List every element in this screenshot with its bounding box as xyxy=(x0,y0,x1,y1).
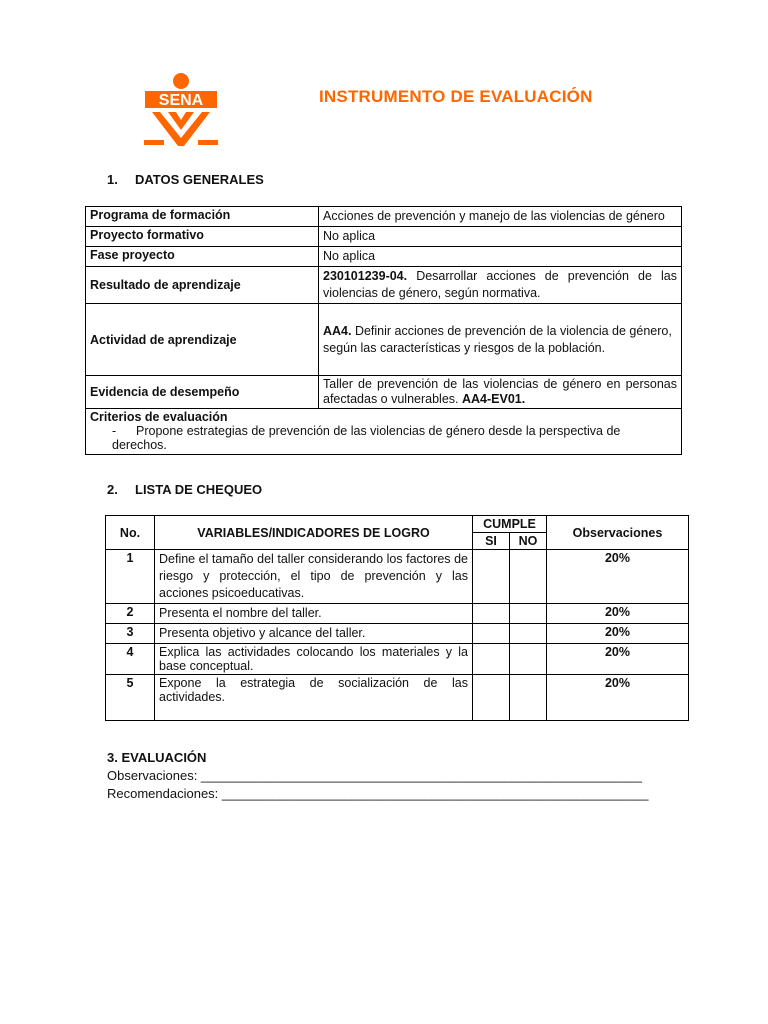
row-label: Evidencia de desempeño xyxy=(86,376,319,409)
col-si-header: SI xyxy=(473,533,510,550)
section-2-title: 2. LISTA DE CHEQUEO xyxy=(107,482,263,497)
document-title: INSTRUMENTO DE EVALUACIÓN xyxy=(319,87,593,106)
row-percentage: 20% xyxy=(547,550,689,604)
no-cell[interactable] xyxy=(510,604,547,624)
row-description: Expone la estrategia de socialización de las actividades. xyxy=(155,675,473,721)
recomendaciones-line[interactable]: Recomendaciones: ___________________________________________________________ xyxy=(107,786,649,801)
row-label: Proyecto formativo xyxy=(86,227,319,247)
row-label: Programa de formación xyxy=(86,207,319,227)
row-percentage: 20% xyxy=(547,624,689,644)
criteria-cell xyxy=(86,409,682,455)
criteria-title: Criterios de evaluación xyxy=(90,410,228,424)
no-cell[interactable] xyxy=(510,644,547,675)
table-row xyxy=(86,207,682,227)
table-row xyxy=(106,550,689,604)
col-observaciones-header: Observaciones xyxy=(547,516,689,550)
row-number: 5 xyxy=(106,675,155,721)
table-row xyxy=(86,409,682,455)
row-percentage: 20% xyxy=(547,644,689,675)
col-variables-header: VARIABLES/INDICADORES DE LOGRO xyxy=(155,516,473,550)
table-row xyxy=(106,604,689,624)
si-cell[interactable] xyxy=(473,624,510,644)
row-description: Presenta el nombre del taller. xyxy=(155,604,473,624)
table-row xyxy=(86,227,682,247)
row-description: Define el tamaño del taller considerando los factores de riesgo y protección, el tipo de prevención y las acciones psicoeducativas. xyxy=(155,550,473,604)
section-3-title: 3. EVALUACIÓN xyxy=(107,750,207,765)
table-row xyxy=(106,675,689,721)
col-no-header: No. xyxy=(106,516,155,550)
row-description: Explica las actividades colocando los materiales y la base conceptual. xyxy=(155,644,473,675)
row-number: 2 xyxy=(106,604,155,624)
table-row xyxy=(86,267,682,304)
si-cell[interactable] xyxy=(473,550,510,604)
table-row xyxy=(106,624,689,644)
criteria-item: - Propone estrategias de prevención de las violencias de género desde la perspectiva de derechos. xyxy=(112,424,621,452)
row-percentage: 20% xyxy=(547,675,689,721)
row-value: No aplica xyxy=(319,227,682,247)
table-row xyxy=(86,376,682,409)
section-1-title: 1. DATOS GENERALES xyxy=(107,172,264,187)
no-cell[interactable] xyxy=(510,675,547,721)
no-cell[interactable] xyxy=(510,550,547,604)
row-value: 230101239-04. Desarrollar acciones de prevención de las violencias de género, según normativa. xyxy=(319,267,682,304)
si-cell[interactable] xyxy=(473,604,510,624)
row-value: Taller de prevención de las violencias de género en personas afectadas o vulnerables. AA4-EV01. xyxy=(319,376,682,409)
col-no-checkbox-header: NO xyxy=(510,533,547,550)
table-row xyxy=(86,247,682,267)
no-cell[interactable] xyxy=(510,624,547,644)
sena-logo xyxy=(140,70,222,152)
checklist-table xyxy=(105,515,689,721)
col-cumple-header: CUMPLE xyxy=(473,516,547,533)
row-description: Presenta objetivo y alcance del taller. xyxy=(155,624,473,644)
si-cell[interactable] xyxy=(473,675,510,721)
row-number: 4 xyxy=(106,644,155,675)
row-number: 1 xyxy=(106,550,155,604)
row-label: Actividad de aprendizaje xyxy=(86,304,319,376)
table-row xyxy=(86,304,682,376)
general-data-table xyxy=(85,206,682,455)
row-value: AA4. Definir acciones de prevención de la violencia de género, según las características y riesgos de la población. xyxy=(319,304,682,376)
header-row xyxy=(106,516,689,533)
table-row xyxy=(106,644,689,675)
observaciones-line[interactable]: Observaciones: _____________________________________________________________ xyxy=(107,768,642,783)
row-label: Fase proyecto xyxy=(86,247,319,267)
logo-text: SENA xyxy=(158,92,204,109)
row-value: Acciones de prevención y manejo de las violencias de género xyxy=(319,207,682,227)
si-cell[interactable] xyxy=(473,644,510,675)
row-number: 3 xyxy=(106,624,155,644)
row-value: No aplica xyxy=(319,247,682,267)
row-percentage: 20% xyxy=(547,604,689,624)
row-label: Resultado de aprendizaje xyxy=(86,267,319,304)
